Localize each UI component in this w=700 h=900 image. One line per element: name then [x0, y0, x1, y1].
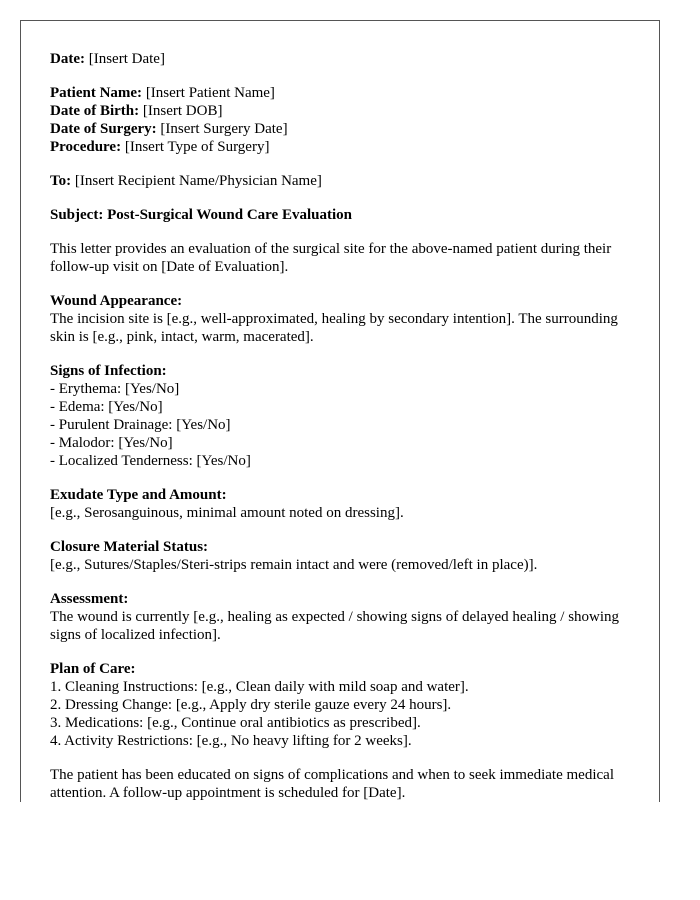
infection-item: - Edema: [Yes/No] [50, 399, 163, 415]
dob-value: [Insert DOB] [142, 103, 223, 119]
subject-line [50, 206, 640, 224]
letter-page [20, 20, 660, 802]
assessment-heading: Assessment: [50, 591, 129, 607]
exudate-heading: Exudate Type and Amount: [50, 487, 227, 503]
patient-name-line [50, 84, 640, 102]
assessment-section [50, 590, 640, 644]
dob-label: Date of Birth: [50, 103, 140, 119]
wound-appearance-section [50, 292, 640, 346]
infection-section [50, 362, 640, 470]
dob-line [50, 102, 640, 120]
surgery-date-line [50, 120, 640, 138]
infection-heading: Signs of Infection: [50, 363, 167, 379]
infection-item: - Erythema: [Yes/No] [50, 381, 180, 397]
plan-item: 3. Medications: [e.g., Continue oral antibiotics as prescribed]. [50, 715, 421, 731]
plan-item: 4. Activity Restrictions: [e.g., No heavy lifting for 2 weeks]. [50, 733, 412, 749]
infection-item: - Malodor: [Yes/No] [50, 435, 173, 451]
patient-info [50, 84, 640, 156]
wound-appearance-heading: Wound Appearance: [50, 293, 183, 309]
exudate-text: [e.g., Serosanguinous, minimal amount noted on dressing]. [50, 505, 404, 521]
assessment-text: The wound is currently [e.g., healing as expected / showing signs of delayed healing / showing signs of localized infection]. [50, 609, 620, 643]
to-label: To: [50, 173, 72, 189]
plan-item: 1. Cleaning Instructions: [e.g., Clean daily with mild soap and water]. [50, 679, 469, 695]
closing-paragraph [50, 766, 640, 802]
date-value: [Insert Date] [88, 51, 165, 67]
plan-item: 2. Dressing Change: [e.g., Apply dry sterile gauze every 24 hours]. [50, 697, 452, 713]
date-label: Date: [50, 51, 85, 67]
infection-item: - Purulent Drainage: [Yes/No] [50, 417, 231, 433]
to-value: [Insert Recipient Name/Physician Name] [74, 173, 322, 189]
closing-text: The patient has been educated on signs of complications and when to seek immediate medical attention. A follow-up appointment is scheduled for [Date]. [50, 767, 614, 801]
procedure-line [50, 138, 640, 156]
intro-paragraph [50, 240, 640, 276]
surgery-date-value: [Insert Surgery Date] [160, 121, 288, 137]
intro-text: This letter provides an evaluation of the surgical site for the above-named patient during their follow-up visit on [Date of Evaluation]. [50, 241, 612, 275]
date-line [50, 50, 640, 68]
plan-section [50, 660, 640, 750]
patient-name-label: Patient Name: [50, 85, 143, 101]
exudate-section [50, 486, 640, 522]
letter-content [50, 50, 640, 802]
patient-name-value: [Insert Patient Name] [145, 85, 275, 101]
procedure-label: Procedure: [50, 139, 122, 155]
surgery-date-label: Date of Surgery: [50, 121, 157, 137]
plan-heading: Plan of Care: [50, 661, 136, 677]
closure-heading: Closure Material Status: [50, 539, 209, 555]
subject-text: Subject: Post-Surgical Wound Care Evaluation [50, 207, 352, 223]
procedure-value: [Insert Type of Surgery] [124, 139, 270, 155]
wound-appearance-text: The incision site is [e.g., well-approximated, healing by secondary intention]. The surrounding skin is [e.g., pink, intact, warm, macerated]. [50, 311, 618, 345]
recipient-line [50, 172, 640, 190]
closure-section [50, 538, 640, 574]
infection-item: - Localized Tenderness: [Yes/No] [50, 453, 251, 469]
closure-text: [e.g., Sutures/Staples/Steri-strips remain intact and were (removed/left in place)]. [50, 557, 538, 573]
